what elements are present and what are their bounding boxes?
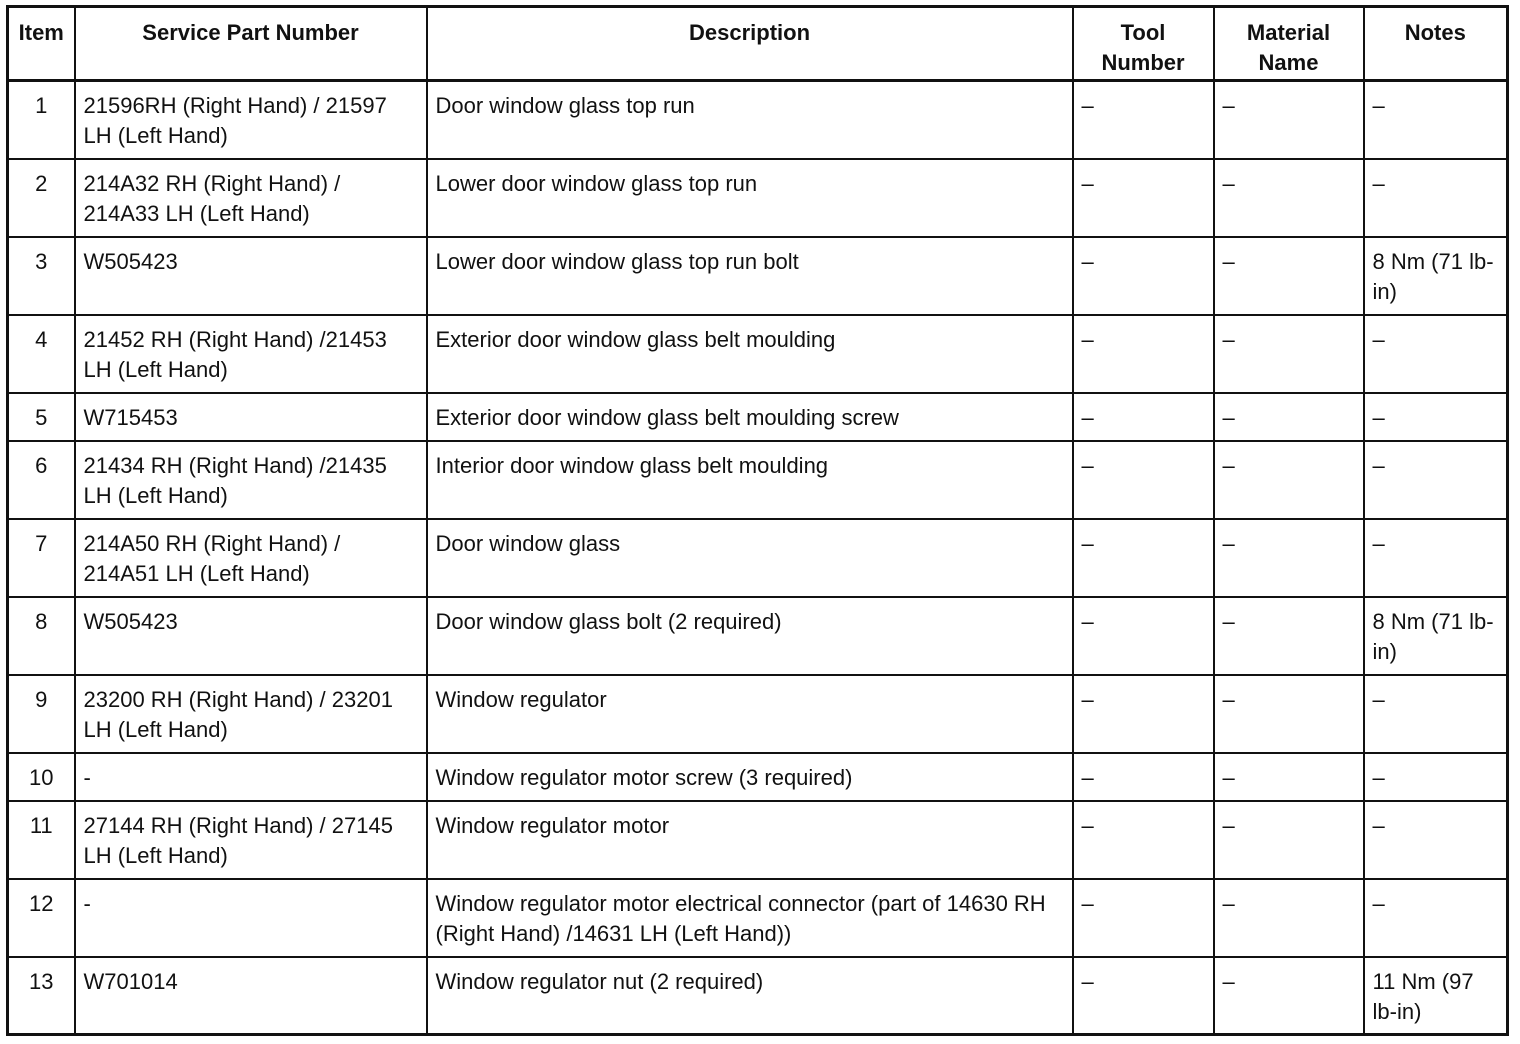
notes-line1: 8 Nm (71 <box>1372 248 1463 274</box>
cell-tool-number <box>1073 753 1214 801</box>
item-number: 10 <box>29 764 54 790</box>
table-row <box>8 597 1508 675</box>
cell-material-name <box>1214 675 1364 753</box>
cell-tool-number <box>1073 393 1214 441</box>
cell-service-part-number <box>75 159 427 237</box>
table-row <box>8 675 1508 753</box>
part-number-line1: 27144 RH (Right Hand) / <box>83 812 326 838</box>
cell-service-part-number <box>75 597 427 675</box>
cell-service-part-number <box>75 879 427 957</box>
cell-service-part-number <box>75 393 427 441</box>
notes-line2: lb-in) <box>1372 608 1494 664</box>
table-row <box>8 801 1508 879</box>
item-number: 4 <box>35 326 48 352</box>
cell-item <box>8 441 75 519</box>
cell-description <box>427 81 1073 159</box>
cell-service-part-number <box>75 237 427 315</box>
cell-tool-number <box>1073 801 1214 879</box>
cell-item <box>8 753 75 801</box>
tool-number-value: – <box>1081 608 1094 634</box>
cell-item <box>8 597 75 675</box>
cell-item <box>8 237 75 315</box>
description-line1: Exterior door window glass belt moulding <box>435 326 836 352</box>
tool-number-value: – <box>1081 93 1094 118</box>
description-line1: Window regulator motor <box>435 812 670 838</box>
part-number-line2: /21435 LH (Left Hand) <box>83 452 387 508</box>
description-line1: Window regulator nut (2 required) <box>435 968 764 994</box>
item-number: 8 <box>35 608 48 634</box>
parts-table-container <box>6 5 1506 1036</box>
part-number-line1: 23200 RH (Right Hand) / <box>83 686 326 712</box>
cell-notes <box>1364 597 1508 675</box>
parts-table <box>6 5 1509 1036</box>
cell-notes <box>1364 393 1508 441</box>
header-item: Item <box>8 7 75 81</box>
part-number-line2: 27145 LH (Left Hand) <box>83 812 393 868</box>
cell-service-part-number <box>75 753 427 801</box>
header-material-name <box>1214 7 1364 81</box>
part-number-line1: W701014 <box>83 968 178 994</box>
part-number-line2: 23201 LH (Left Hand) <box>83 686 393 742</box>
cell-service-part-number <box>75 519 427 597</box>
cell-tool-number <box>1073 441 1214 519</box>
header-service-part-number: Service Part Number <box>75 7 427 81</box>
material-name-value: – <box>1222 764 1235 790</box>
cell-description <box>427 237 1073 315</box>
cell-item <box>8 81 75 159</box>
part-number-line2: 214A33 LH (Left Hand) <box>83 200 310 226</box>
description-line1: Door window glass top run <box>435 93 695 118</box>
material-name-value: – <box>1222 530 1235 556</box>
material-name-value: – <box>1222 170 1235 196</box>
notes-line1: – <box>1372 93 1385 118</box>
notes-line1: – <box>1372 404 1385 430</box>
cell-service-part-number <box>75 441 427 519</box>
notes-line1: – <box>1372 686 1385 712</box>
cell-material-name <box>1214 315 1364 393</box>
table-row <box>8 81 1508 159</box>
cell-material-name <box>1214 159 1364 237</box>
notes-line1: – <box>1372 452 1385 478</box>
notes-line1: – <box>1372 890 1385 916</box>
header-tool-number-line1: Tool <box>1120 20 1166 45</box>
cell-tool-number <box>1073 315 1214 393</box>
cell-notes <box>1364 879 1508 957</box>
part-number-line1: 214A50 RH (Right Hand) / <box>83 530 341 556</box>
notes-line2: lb-in) <box>1372 998 1422 1024</box>
cell-item <box>8 801 75 879</box>
part-number-line2: 21597 LH (Left Hand) <box>83 93 387 148</box>
cell-notes <box>1364 801 1508 879</box>
header-notes: Notes <box>1364 7 1508 81</box>
tool-number-value: – <box>1081 890 1094 916</box>
material-name-value: – <box>1222 404 1235 430</box>
cell-description <box>427 597 1073 675</box>
material-name-value: – <box>1222 93 1235 118</box>
description-line1: Door window glass <box>435 530 621 556</box>
description-line1: Lower door window glass top run <box>435 170 758 196</box>
cell-description <box>427 159 1073 237</box>
part-number-line1: 214A32 RH (Right Hand) / <box>83 170 341 196</box>
item-number: 11 <box>29 812 53 838</box>
material-name-value: – <box>1222 890 1235 916</box>
cell-notes <box>1364 519 1508 597</box>
description-line1: Interior door window glass belt moulding <box>435 452 829 478</box>
table-body <box>8 81 1508 1035</box>
cell-material-name <box>1214 237 1364 315</box>
cell-tool-number <box>1073 159 1214 237</box>
item-number: 5 <box>35 404 48 430</box>
cell-tool-number <box>1073 675 1214 753</box>
table-row <box>8 753 1508 801</box>
cell-item <box>8 315 75 393</box>
cell-item <box>8 957 75 1035</box>
table-row <box>8 519 1508 597</box>
tool-number-value: – <box>1081 452 1094 478</box>
cell-tool-number <box>1073 237 1214 315</box>
description-line1: Door window glass bolt (2 required) <box>435 608 782 634</box>
item-number: 2 <box>35 170 48 196</box>
cell-service-part-number <box>75 81 427 159</box>
cell-material-name <box>1214 801 1364 879</box>
cell-material-name <box>1214 753 1364 801</box>
item-number: 9 <box>35 686 48 712</box>
table-row <box>8 441 1508 519</box>
cell-notes <box>1364 441 1508 519</box>
part-number-line1: W505423 <box>83 608 178 634</box>
cell-material-name <box>1214 597 1364 675</box>
cell-service-part-number <box>75 957 427 1035</box>
cell-tool-number <box>1073 81 1214 159</box>
cell-description <box>427 315 1073 393</box>
part-number-line2: 214A51 LH (Left Hand) <box>83 560 310 586</box>
cell-description <box>427 675 1073 753</box>
header-material-name-line1: Material <box>1246 20 1331 45</box>
item-number: 7 <box>35 530 48 556</box>
part-number-line1: - <box>83 890 91 916</box>
item-number: 13 <box>29 968 54 994</box>
cell-notes <box>1364 957 1508 1035</box>
cell-item <box>8 519 75 597</box>
part-number-line1: 21434 RH (Right Hand) <box>83 452 314 478</box>
part-number-line1: 21596RH (Right Hand) / <box>83 93 320 118</box>
item-number: 3 <box>35 248 48 274</box>
cell-material-name <box>1214 441 1364 519</box>
cell-material-name <box>1214 519 1364 597</box>
cell-notes <box>1364 753 1508 801</box>
header-description: Description <box>427 7 1073 81</box>
material-name-value: – <box>1222 248 1235 274</box>
notes-line1: – <box>1372 530 1385 556</box>
material-name-value: – <box>1222 812 1235 838</box>
cell-item <box>8 159 75 237</box>
table-row <box>8 879 1508 957</box>
cell-description <box>427 957 1073 1035</box>
material-name-value: – <box>1222 326 1235 352</box>
header-tool-number <box>1073 7 1214 81</box>
cell-description <box>427 393 1073 441</box>
tool-number-value: – <box>1081 326 1094 352</box>
cell-material-name <box>1214 879 1364 957</box>
material-name-value: – <box>1222 686 1235 712</box>
tool-number-value: – <box>1081 404 1094 430</box>
material-name-value: – <box>1222 452 1235 478</box>
cell-description <box>427 879 1073 957</box>
cell-service-part-number <box>75 315 427 393</box>
header-material-name-line2: Name <box>1258 50 1319 75</box>
table-header-row <box>8 7 1508 81</box>
cell-material-name <box>1214 81 1364 159</box>
notes-line1: – <box>1372 812 1385 838</box>
cell-material-name <box>1214 957 1364 1035</box>
tool-number-value: – <box>1081 812 1094 838</box>
cell-material-name <box>1214 393 1364 441</box>
table-row <box>8 393 1508 441</box>
cell-item <box>8 393 75 441</box>
notes-line1: – <box>1372 764 1385 790</box>
header-tool-number-line2: Number <box>1101 50 1185 75</box>
cell-service-part-number <box>75 801 427 879</box>
description-line1: Lower door window glass top run bolt <box>435 248 799 274</box>
notes-line2: lb-in) <box>1372 248 1494 304</box>
item-number: 1 <box>35 93 48 118</box>
cell-notes <box>1364 159 1508 237</box>
cell-description <box>427 519 1073 597</box>
part-number-line2: /21453 LH (Left Hand) <box>83 326 387 382</box>
table-row <box>8 315 1508 393</box>
table-row <box>8 957 1508 1035</box>
cell-notes <box>1364 81 1508 159</box>
tool-number-value: – <box>1081 764 1094 790</box>
notes-line1: – <box>1372 326 1385 352</box>
notes-line1: 8 Nm (71 <box>1372 608 1463 634</box>
part-number-line1: - <box>83 764 91 790</box>
tool-number-value: – <box>1081 968 1094 994</box>
description-line1: Window regulator motor electrical connector (part of <box>435 890 941 916</box>
tool-number-value: – <box>1081 530 1094 556</box>
tool-number-value: – <box>1081 248 1094 274</box>
cell-notes <box>1364 315 1508 393</box>
material-name-value: – <box>1222 968 1235 994</box>
item-number: 12 <box>29 890 54 916</box>
cell-tool-number <box>1073 879 1214 957</box>
cell-notes <box>1364 237 1508 315</box>
description-line1: Exterior door window glass belt moulding screw <box>435 404 899 430</box>
notes-line1: 11 Nm (97 <box>1372 968 1474 994</box>
cell-tool-number <box>1073 597 1214 675</box>
cell-item <box>8 675 75 753</box>
tool-number-value: – <box>1081 170 1094 196</box>
item-number: 6 <box>35 452 48 478</box>
cell-tool-number <box>1073 957 1214 1035</box>
cell-description <box>427 801 1073 879</box>
part-number-line1: 21452 RH (Right Hand) <box>83 326 314 352</box>
description-line1: Window regulator motor screw (3 required) <box>435 764 853 790</box>
cell-tool-number <box>1073 519 1214 597</box>
description-line2: 14630 RH (Right Hand) /14631 LH (Left Hand)) <box>435 890 1046 946</box>
cell-service-part-number <box>75 675 427 753</box>
part-number-line1: W715453 <box>83 404 178 430</box>
table-row <box>8 237 1508 315</box>
description-line1: Window regulator <box>435 686 607 712</box>
cell-description <box>427 441 1073 519</box>
notes-line1: – <box>1372 170 1385 196</box>
cell-notes <box>1364 675 1508 753</box>
tool-number-value: – <box>1081 686 1094 712</box>
part-number-line1: W505423 <box>83 248 178 274</box>
table-row <box>8 159 1508 237</box>
cell-item <box>8 879 75 957</box>
material-name-value: – <box>1222 608 1235 634</box>
cell-description <box>427 753 1073 801</box>
